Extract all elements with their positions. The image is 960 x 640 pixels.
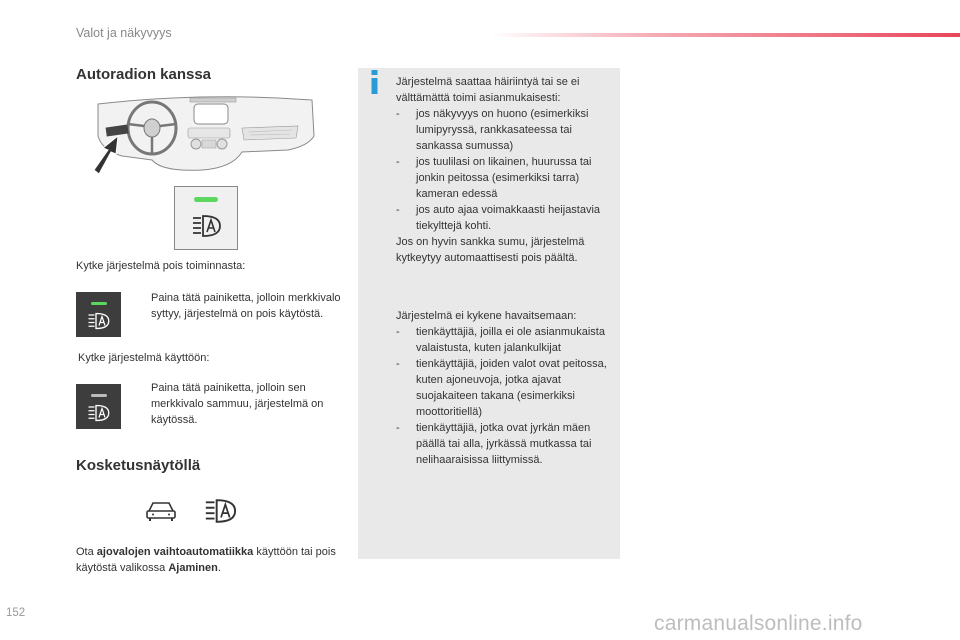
menu-item-name: ajovalojen vaihtoautomatiikka xyxy=(96,546,254,558)
dash: - xyxy=(396,204,400,216)
list-item xyxy=(396,154,618,202)
enable-bullet xyxy=(135,380,343,428)
list-item-text: jos auto ajaa voimakkaasti heijastavia tiekylttejä kohti. xyxy=(416,204,601,232)
info-text xyxy=(396,74,618,468)
indicator-led-on xyxy=(91,302,107,305)
dash: - xyxy=(396,358,400,370)
list-item-text: jos näkyvyys on huono (esimerkiksi lumipyryssä, rankkasateessa tai sankassa sumussa) xyxy=(416,108,589,152)
list-item xyxy=(396,106,618,154)
menu-name: Ajaminen xyxy=(168,562,218,574)
fog-note: Jos on hyvin sankka sumu, järjestelmä kytkeytyy automaattisesti pois päältä. xyxy=(396,236,585,264)
list-item-text: tienkäyttäjiä, jotka ovat jyrkän mäen päällä tai alla, jyrkässä mutkassa tai nelihaaraisissa liittymissä. xyxy=(416,422,592,466)
list-item xyxy=(396,356,618,420)
indicator-led-off xyxy=(91,394,107,397)
dash: - xyxy=(396,156,400,168)
bullet-mark xyxy=(135,380,151,428)
disable-bullet-text: Paina tätä painiketta, jolloin merkkivalo syttyy, järjestelmä on pois käytöstä. xyxy=(151,292,341,320)
enable-intro: Kytke järjestelmä käyttöön: xyxy=(78,352,210,364)
section-title: Valot ja näkyvyys xyxy=(76,26,172,40)
touch-text: . xyxy=(217,562,221,574)
heading-radio: Autoradion kanssa xyxy=(76,66,212,83)
list-item-text: jos tuulilasi on likainen, huurussa tai jonkin peitossa (esimerkiksi tarra) kameran edessä xyxy=(416,156,592,200)
dash: - xyxy=(396,108,400,120)
list-item-text: tienkäyttäjiä, joiden valot ovat peitossa, kuten ajoneuvoja, jotka ajavat suojakaiteen takana (esimerkiksi moottoritiellä) xyxy=(416,358,607,418)
auto-high-beam-icon xyxy=(192,214,222,238)
heading-touch: Kosketusnäytöllä xyxy=(76,457,201,474)
dash: - xyxy=(396,326,400,338)
dash: - xyxy=(396,422,400,434)
list-item-text: tienkäyttäjiä, joilla ei ole asianmukaista valaistusta, kuten jalankulkijat xyxy=(416,326,605,354)
info-intro: Järjestelmä saattaa häiriintyä tai se ei välttämättä toimi asianmukaisesti: xyxy=(396,76,580,104)
list-item xyxy=(396,202,618,234)
info-icon xyxy=(369,70,380,94)
touch-text: Ota xyxy=(76,546,97,558)
footer-watermark: carmanualsonline.info xyxy=(654,612,863,635)
auto-high-beam-button-illustration xyxy=(174,186,238,250)
auto-high-beam-icon xyxy=(87,404,111,422)
bullet-mark xyxy=(135,290,151,322)
enable-bullet-text: Paina tätä painiketta, jolloin sen merkkivalo sammuu, järjestelmä on käytössä. xyxy=(151,382,324,426)
page-number: 152 xyxy=(6,607,26,619)
list-item xyxy=(396,420,618,468)
auto-high-beam-icon xyxy=(87,312,111,330)
button-led-off xyxy=(76,384,121,429)
disable-intro: Kytke järjestelmä pois toiminnasta: xyxy=(76,260,246,272)
dashboard-illustration xyxy=(92,90,318,180)
indicator-led-on xyxy=(194,197,218,202)
info-intro-2: Järjestelmä ei kykene havaitsemaan: xyxy=(396,310,577,322)
touch-instructions xyxy=(76,544,348,576)
auto-high-beam-icon xyxy=(204,498,238,524)
header-accent-bar xyxy=(490,33,960,37)
disable-bullet xyxy=(135,290,343,322)
touch-text: käyttöön tai pois käytöstä valikossa xyxy=(76,546,336,574)
button-led-on xyxy=(76,292,121,337)
list-item xyxy=(396,324,618,356)
car-icon xyxy=(145,499,177,523)
